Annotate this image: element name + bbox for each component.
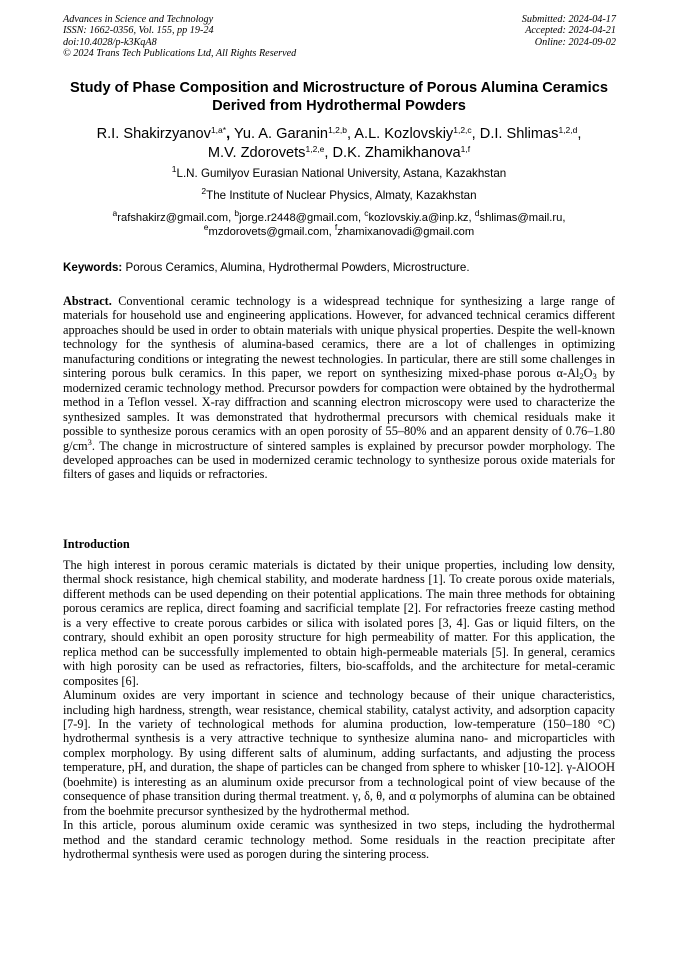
abstract-text: . The change in microstructure of sintered samples is explained by precursor powder morphology. The developed approaches can be used in modernized ceramic technology to synthesize porous oxide materials for filters of gases and liquids or refractories.	[63, 438, 615, 482]
affiliation-mark: 1	[171, 164, 177, 174]
abstract-text: by modernized ceramic technology method. Precursor powders for compaction were obtained by the hydrothermal method in a Teflon vessel. X-ray diffraction and scanning electron microscopy were used to characterize the synthesized samples. It was demonstrated that hydrothermal precursors with chemical residuals make it possible to synthesize porous ceramics with an open porosity of 55–80% and an apparent density of 0.76–1.80 g/cm	[63, 366, 615, 453]
affiliation-text: L.N. Gumilyov Eurasian National University, Astana, Kazakhstan	[176, 167, 507, 180]
subscript: 2	[579, 371, 584, 382]
email-link[interactable]: shlimas@mail.ru	[479, 212, 563, 224]
paper-title: Study of Phase Composition and Microstructure of Porous Alumina Ceramics Derived from Hydrothermal Powders	[70, 80, 608, 114]
abstract-label: Abstract.	[63, 294, 112, 308]
author-emails: $^a$rafshakirz@gmail.com, $^b$jorge.r2448@gmail.com, $^c$kozlovskiy.a@inp.kz, $^d$shlimas@mail.ru, $^e$mzdorovets@gmail.com, $^f$zhamixanovadi@gmail.com	[112, 208, 566, 239]
affiliation-mark: 2	[201, 186, 207, 196]
author-name: A.L. Kozlovskiy	[354, 126, 454, 142]
email-mark: d	[474, 208, 480, 218]
header-right	[522, 14, 616, 48]
author-list: R.I. Shakirzyanov$^{1,a*}$, Yu. A. Garanin$^{1,2,b}$, A.L. Kozlovskiy$^{1,2,c}$, D.I. Shlimas$^{1,2,d}$, M.V. Zdorovets$^{1,2,e}$, D.K. Zhamikhanova$^{1,f}$	[96, 125, 582, 161]
affiliation-text: The Institute of Nuclear Physics, Almaty, Kazakhstan	[206, 189, 477, 202]
online-date: Online: 2024-09-02	[534, 36, 616, 48]
author-affiliation-mark: 1,2,b	[328, 125, 347, 135]
affiliation-1	[63, 164, 615, 181]
header-left	[63, 14, 296, 60]
email-mark: b	[234, 208, 240, 218]
introduction-heading: Introduction	[63, 537, 130, 551]
copyright-line: © 2024 Trans Tech Publications Ltd, All Rights Reserved	[63, 48, 297, 60]
author-affiliation-mark: 1,a*	[210, 125, 227, 135]
email-mark: a	[112, 208, 118, 218]
author-name: D.K. Zhamikhanova	[332, 144, 461, 161]
accepted-date: Accepted: 2024-04-21	[525, 25, 616, 37]
author-name: R.I. Shakirzyanov	[96, 126, 211, 142]
email-link[interactable]: kozlovskiy.a@inp.kz	[368, 212, 469, 224]
superscript: 3	[87, 436, 92, 447]
paragraph: The high interest in porous ceramic materials is dictated by their unique properties, including low density, thermal shock resistance, high chemical stability, and moderate hardness [1]. To create porous oxide materials, different methods can be used depending on their potential applications. The main three methods for obtaining porous ceramics are replica, direct foaming and sacrificial template [2]. For refractories freeze casting method is a very effective to create porous carbides or silica with isolated pores [3, 4]. Gas or liquid filters, on the contrary, should exhibit an open porosity structure for high permeability of matter. For this application, the replica method can be successfully implemented to obtain high-permeable materials [5]. In general, ceramics with high porosity can be used as refractories, filters, bio-scaffolds, and the architecture for metal-ceramic composites [6].	[63, 558, 615, 688]
email-mark: c	[364, 208, 369, 218]
keywords-label: Keywords:	[63, 261, 123, 274]
author-name: Yu. A. Garanin	[233, 126, 329, 142]
journal-name: Advances in Science and Technology	[63, 14, 214, 25]
author-affiliation-mark: 1,2,d	[558, 125, 578, 135]
email-link[interactable]: jorge.r2448@gmail.com	[239, 212, 358, 224]
email-link[interactable]: zhamixanovadi@gmail.com	[337, 226, 475, 239]
keywords-line	[63, 261, 615, 275]
submitted-date: Submitted: 2024-04-17	[521, 14, 616, 25]
doi-line[interactable]: doi:10.4028/p-k3KqA8	[63, 36, 157, 48]
paragraph: Aluminum oxides are very important in science and technology because of their unique characteristics, including high hardness, strength, wear resistance, chemical stability, catalyst activity, and adsorption capacity [7-9]. In the variety of technological methods for alumina production, low-temperature (150–180 °C) hydrothermal synthesis is a very attractive technique to synthesize alumina nano- and microparticles with complex morphology. By using different salts of aluminum, adding surfactants, and adjusting the process temperature, pH, and duration, the shape of particles can be changed from sphere to whisker [10-12]. γ-AlOOH (boehmite) is interesting as an aluminum oxide precursor from a technological point of view because of the consequence of phase transition during thermal treatment. γ, δ, θ, and α polymorphs of alumina can be obtained from the boehmite precursor synthesized by the hydrothermal method.	[63, 688, 615, 818]
abstract-text: Conventional ceramic technology is a widespread technique for synthesizing a large range of materials for household use and engineering applications. However, for advanced technical ceramics different approaches should be used in order to obtain materials with unique physical properties. Despite the well-known technology for the synthesis of alumina-based ceramics, there are a lot of challenges in optimizing manufacturing conditions or integrating the newest technologies. In particular, there are still some challenges in sintering porous bulk ceramics. In this paper, we report on synthesizing mixed-phase porous α-Al	[63, 294, 615, 381]
keywords-text: Porous Ceramics, Alumina, Hydrothermal Powders, Microstructure.	[125, 261, 470, 274]
author-name: M.V. Zdorovets	[207, 144, 306, 161]
affiliation-2	[63, 186, 615, 203]
email-mark: f	[334, 222, 338, 233]
email-mark: e	[203, 222, 209, 233]
abstract	[63, 294, 615, 482]
abstract-text: O	[583, 366, 593, 381]
author-affiliation-mark: 1,2,c	[453, 125, 472, 135]
subscript: 3	[592, 371, 597, 382]
author-affiliation-mark: 1,f	[460, 143, 471, 154]
email-link[interactable]: rafshakirz@gmail.com	[117, 212, 229, 224]
email-link[interactable]: mzdorovets@gmail.com	[208, 226, 329, 239]
introduction-body	[63, 558, 615, 862]
issn-line: ISSN: 1662-0356, Vol. 155, pp 19-24	[63, 25, 214, 37]
author-name: D.I. Shlimas	[479, 126, 559, 142]
author-affiliation-mark: 1,2,e	[305, 143, 325, 154]
paragraph: In this article, porous aluminum oxide ceramic was synthesized in two steps, including the hydrothermal method and the standard ceramic technology method. Some residuals in the reaction precipitate after hydrothermal synthesis were used as porogen during the sintering process.	[63, 818, 615, 862]
